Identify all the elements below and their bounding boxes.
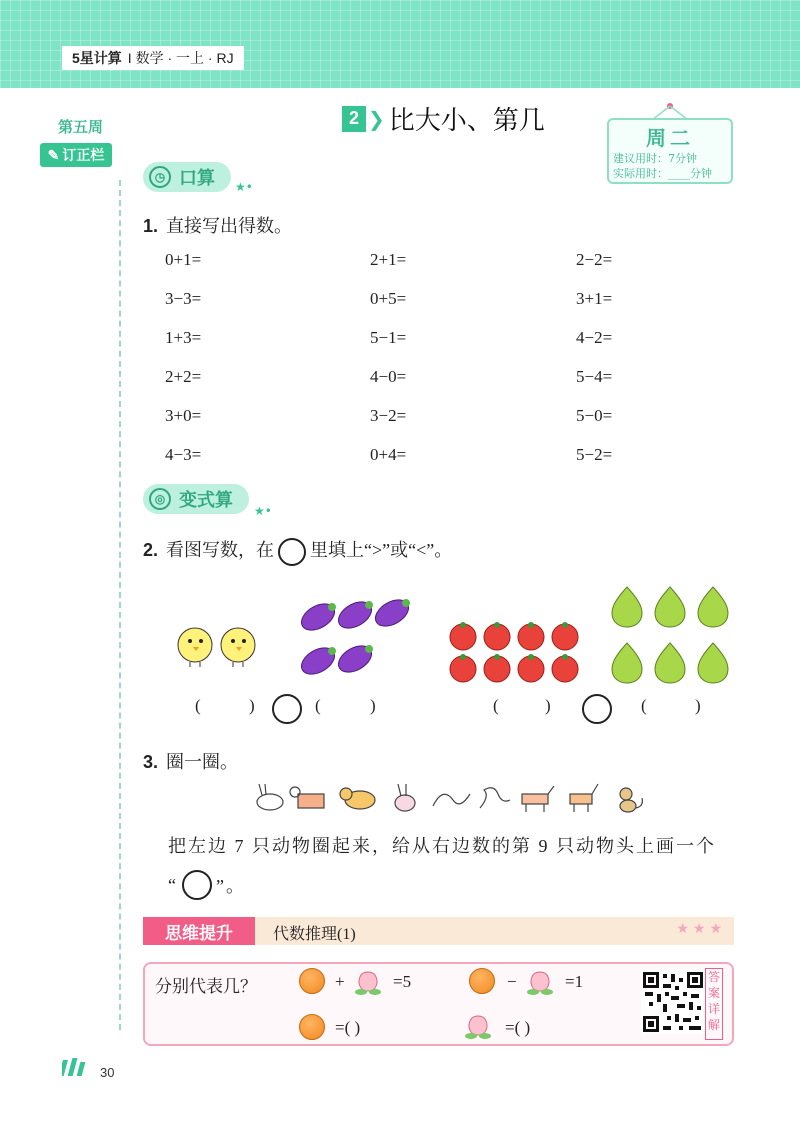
answer-paren-close: ) [695, 696, 701, 715]
oral-equation[interactable]: 5−2= [576, 445, 613, 464]
animal-row [248, 776, 648, 816]
draw-circle-sample [182, 870, 212, 900]
thinking-band [143, 917, 734, 945]
question-3-instruction: 把左边 7 只动物圈起来，给从右边数的第 9 只动物头上画一个 [168, 836, 716, 856]
day-card [607, 118, 733, 184]
oral-equation[interactable]: 2+1= [370, 250, 407, 269]
orange-answer-blank[interactable]: =( ) [335, 1018, 361, 1037]
puzzle-eq1-result: =5 [393, 972, 412, 991]
star-icon: ★• [254, 504, 272, 518]
day-name: 周二 [646, 128, 694, 150]
puzzle-prompt: 分别代表几？ [155, 977, 257, 996]
monkey-icon [620, 788, 642, 812]
page-mark-icon [62, 1056, 96, 1078]
oral-equation[interactable]: 5−1= [370, 328, 407, 347]
difficulty-stars: ★★★ [676, 921, 726, 937]
orange-icon [299, 1014, 325, 1040]
horse-icon [522, 786, 554, 812]
answer-paren-close: ) [545, 696, 551, 715]
dragon-icon [433, 794, 470, 806]
page-number: 30 [100, 1065, 115, 1080]
puzzle-eq2-result: =1 [565, 972, 584, 991]
question-1-text: 直接写出得数。 [166, 216, 293, 236]
week-label: 第五周 [58, 119, 104, 136]
rabbit-icon [395, 784, 415, 811]
peach-icon [525, 966, 555, 996]
compare-circle[interactable] [272, 694, 302, 724]
question-2-text-after: 里填上“>”或“<”。 [310, 540, 453, 560]
oral-equation[interactable]: 0+4= [370, 445, 407, 464]
lesson-title [342, 100, 545, 137]
answer-circle[interactable] [278, 538, 306, 566]
thinking-label: 思维提升 [143, 917, 255, 945]
rabbit-icon [257, 784, 283, 810]
target-icon: ◎ [149, 488, 171, 510]
series-subject: I 数学 · 一上 · RJ [127, 50, 234, 66]
eggplant-group [297, 594, 413, 679]
compare-circle[interactable] [582, 694, 612, 724]
oral-equation[interactable]: 3+1= [576, 289, 613, 308]
oral-equation[interactable]: 4−3= [165, 445, 202, 464]
answer-paren-open[interactable]: ( [195, 696, 201, 715]
correction-column-tag [40, 143, 112, 167]
answer-paren-open[interactable]: ( [315, 696, 321, 715]
section-variant-label: 变式算 [179, 490, 233, 510]
thinking-subtitle: 代数推理(1) [273, 926, 356, 943]
section-variant [143, 484, 249, 514]
series-name: 5星计算 [72, 50, 122, 66]
timer-icon: ◷ [149, 166, 171, 188]
answer-detail-tag: 答案详解 [705, 968, 723, 1040]
section-oral [143, 162, 231, 192]
pencil-icon: ✎ [47, 146, 60, 163]
qr-code[interactable] [641, 970, 705, 1034]
chick-icon [221, 628, 255, 667]
hanger-icon [650, 102, 690, 120]
oral-equation[interactable]: 1+3= [165, 328, 202, 347]
answer-paren-close: ) [249, 696, 255, 715]
peach-answer-blank[interactable]: =( ) [505, 1018, 531, 1037]
peach-icon [353, 966, 383, 996]
pear-icon [698, 643, 728, 683]
peach-icon [463, 1010, 493, 1040]
orange-icon [469, 968, 495, 994]
star-icon: ★• [235, 180, 253, 194]
header-band [0, 0, 800, 88]
answer-paren-close: ) [370, 696, 376, 715]
puzzle-operator-plus: + [335, 972, 345, 991]
oral-equation[interactable]: 3−3= [165, 289, 202, 308]
oral-equation[interactable]: 2+2= [165, 367, 202, 386]
lesson-number: 2 [342, 106, 366, 132]
oral-equation[interactable]: 0+5= [370, 289, 407, 308]
pear-icon [655, 643, 685, 683]
pear-group [612, 587, 728, 683]
goat-icon [570, 784, 598, 812]
oral-equation[interactable]: 5−0= [576, 406, 613, 425]
pear-icon [698, 587, 728, 627]
puzzle-operator-minus: − [507, 972, 517, 991]
oral-equation[interactable]: 4−0= [370, 367, 407, 386]
comparison-pictures [160, 575, 760, 690]
tomato-group [450, 624, 578, 682]
question-3-title [143, 748, 238, 774]
actual-time: 实际用时：____分钟 [613, 167, 712, 180]
q2-answer-row [0, 696, 800, 726]
series-tag [62, 46, 244, 70]
oral-equation[interactable]: 5−4= [576, 367, 613, 386]
answer-paren-open[interactable]: ( [493, 696, 499, 715]
answer-paren-open[interactable]: ( [641, 696, 647, 715]
algebra-puzzle-box [143, 962, 734, 1046]
snake-icon [480, 788, 510, 808]
chevron-right-icon: ❯ [368, 106, 385, 131]
oral-equation[interactable]: 2−2= [576, 250, 613, 269]
oral-equation[interactable]: 3−2= [370, 406, 407, 425]
pear-icon [655, 587, 685, 627]
pear-icon [612, 587, 642, 627]
correction-divider [119, 180, 121, 1030]
lesson-title-text: 比大小、第几 [388, 105, 545, 135]
chick-icon [178, 628, 212, 667]
quote-close: ”。 [216, 876, 246, 896]
question-2-text-before: 看图写数，在 [166, 540, 275, 560]
oral-equation[interactable]: 0+1= [165, 250, 202, 269]
cow-icon [290, 787, 324, 808]
section-oral-label: 口算 [179, 168, 215, 188]
question-2-number: 2. [143, 540, 159, 560]
pear-icon [612, 643, 642, 683]
question-3-instruction-end [168, 870, 246, 900]
correction-label: 订正栏 [62, 147, 105, 163]
question-3-number: 3. [143, 752, 159, 772]
question-3-text: 圈一圈。 [166, 752, 239, 772]
tiger-icon [340, 788, 375, 809]
oral-equation[interactable]: 3+0= [165, 406, 202, 425]
oral-equation[interactable]: 4−2= [576, 328, 613, 347]
question-1-number: 1. [143, 216, 159, 236]
suggested-time: 建议用时：7分钟 [613, 152, 697, 165]
orange-icon [299, 968, 325, 994]
question-2-title [143, 536, 452, 566]
question-1-title [143, 212, 292, 238]
quote-open: “ [168, 874, 178, 895]
